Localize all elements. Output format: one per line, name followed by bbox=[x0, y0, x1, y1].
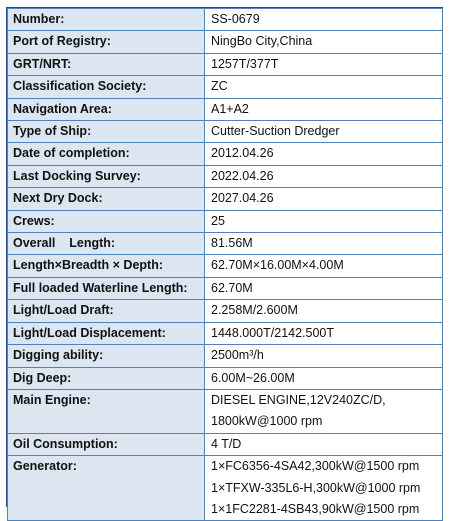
spec-value-line: 2027.04.26 bbox=[211, 191, 274, 206]
spec-value bbox=[205, 31, 443, 53]
spec-value-line: DIESEL ENGINE,12V240ZC/D, bbox=[211, 392, 386, 407]
spec-value bbox=[205, 233, 443, 255]
spec-value bbox=[205, 210, 443, 232]
spec-value-line: 1800kW@1000 rpm bbox=[211, 414, 323, 429]
spec-value-line: 2.258M/2.600M bbox=[211, 303, 298, 318]
spec-value-line: 62.70M bbox=[211, 280, 253, 295]
spec-row bbox=[8, 98, 443, 120]
spec-value bbox=[205, 322, 443, 344]
spec-value-line: 62.70M×16.00M×4.00M bbox=[211, 258, 344, 273]
spec-value-line: 1257T/377T bbox=[211, 56, 279, 71]
spec-value bbox=[205, 9, 443, 31]
spec-label: Number: bbox=[8, 9, 205, 31]
spec-value bbox=[205, 53, 443, 75]
spec-row bbox=[8, 277, 443, 299]
spec-label: Light/Load Displacement: bbox=[8, 322, 205, 344]
spec-row bbox=[8, 456, 443, 521]
spec-row bbox=[8, 53, 443, 75]
ship-spec-table bbox=[7, 8, 443, 521]
spec-label: Last Docking Survey: bbox=[8, 165, 205, 187]
ship-spec-sheet bbox=[6, 7, 443, 516]
spec-value-line: Cutter-Suction Dredger bbox=[211, 124, 340, 139]
spec-label: Port of Registry: bbox=[8, 31, 205, 53]
spec-label: Oil Consumption: bbox=[8, 433, 205, 455]
spec-value bbox=[205, 277, 443, 299]
spec-value bbox=[205, 165, 443, 187]
spec-value bbox=[205, 389, 443, 433]
spec-table-body bbox=[8, 9, 443, 521]
spec-value-line: 1×TFXW-335L6-H,300kW@1000 rpm bbox=[211, 480, 421, 495]
spec-value bbox=[205, 433, 443, 455]
spec-value-line: 25 bbox=[211, 213, 225, 228]
spec-row bbox=[8, 233, 443, 255]
spec-value-line: ZC bbox=[211, 79, 228, 94]
spec-row bbox=[8, 345, 443, 367]
spec-row bbox=[8, 143, 443, 165]
spec-value bbox=[205, 76, 443, 98]
spec-value bbox=[205, 456, 443, 521]
spec-row bbox=[8, 367, 443, 389]
spec-label: Generator: bbox=[8, 456, 205, 521]
spec-label: Date of completion: bbox=[8, 143, 205, 165]
spec-row bbox=[8, 210, 443, 232]
spec-label: GRT/NRT: bbox=[8, 53, 205, 75]
spec-label: Next Dry Dock: bbox=[8, 188, 205, 210]
spec-value bbox=[205, 121, 443, 143]
spec-label: Crews: bbox=[8, 210, 205, 232]
spec-value bbox=[205, 300, 443, 322]
spec-row bbox=[8, 188, 443, 210]
spec-label: Type of Ship: bbox=[8, 121, 205, 143]
spec-value-line: SS-0679 bbox=[211, 12, 260, 26]
spec-value-line: 1448.000T/2142.500T bbox=[211, 325, 335, 340]
spec-row bbox=[8, 255, 443, 277]
spec-label: Main Engine: bbox=[8, 389, 205, 433]
spec-value-line: 1×1FC2281-4SB43,90kW@1500 rpm bbox=[211, 501, 420, 516]
spec-value bbox=[205, 345, 443, 367]
spec-value bbox=[205, 255, 443, 277]
spec-label: Light/Load Draft: bbox=[8, 300, 205, 322]
spec-value-line: NingBo City,China bbox=[211, 34, 313, 49]
spec-label: Length×Breadth × Depth: bbox=[8, 255, 205, 277]
spec-value bbox=[205, 367, 443, 389]
spec-value-line: 1×FC6356-4SA42,300kW@1500 rpm bbox=[211, 459, 420, 474]
spec-value-line: 2022.04.26 bbox=[211, 168, 274, 183]
spec-row bbox=[8, 433, 443, 455]
spec-value-line: 2012.04.26 bbox=[211, 146, 274, 161]
spec-row bbox=[8, 76, 443, 98]
spec-row bbox=[8, 322, 443, 344]
spec-value-line: 6.00M~26.00M bbox=[211, 370, 295, 385]
spec-value-line: 4 T/D bbox=[211, 436, 242, 451]
spec-label: Classification Society: bbox=[8, 76, 205, 98]
spec-value-line: 2500m³/h bbox=[211, 348, 264, 363]
spec-value bbox=[205, 188, 443, 210]
spec-value-line: 81.56M bbox=[211, 236, 253, 251]
spec-label: Full loaded Waterline Length: bbox=[8, 277, 205, 299]
spec-label: Overall Length: bbox=[8, 233, 205, 255]
spec-label: Digging ability: bbox=[8, 345, 205, 367]
spec-value bbox=[205, 98, 443, 120]
spec-row bbox=[8, 121, 443, 143]
spec-row bbox=[8, 165, 443, 187]
spec-label: Navigation Area: bbox=[8, 98, 205, 120]
spec-row bbox=[8, 389, 443, 433]
spec-row bbox=[8, 9, 443, 31]
spec-row bbox=[8, 31, 443, 53]
spec-row bbox=[8, 300, 443, 322]
spec-value-line: A1+A2 bbox=[211, 101, 249, 116]
spec-value bbox=[205, 143, 443, 165]
spec-label: Dig Deep: bbox=[8, 367, 205, 389]
